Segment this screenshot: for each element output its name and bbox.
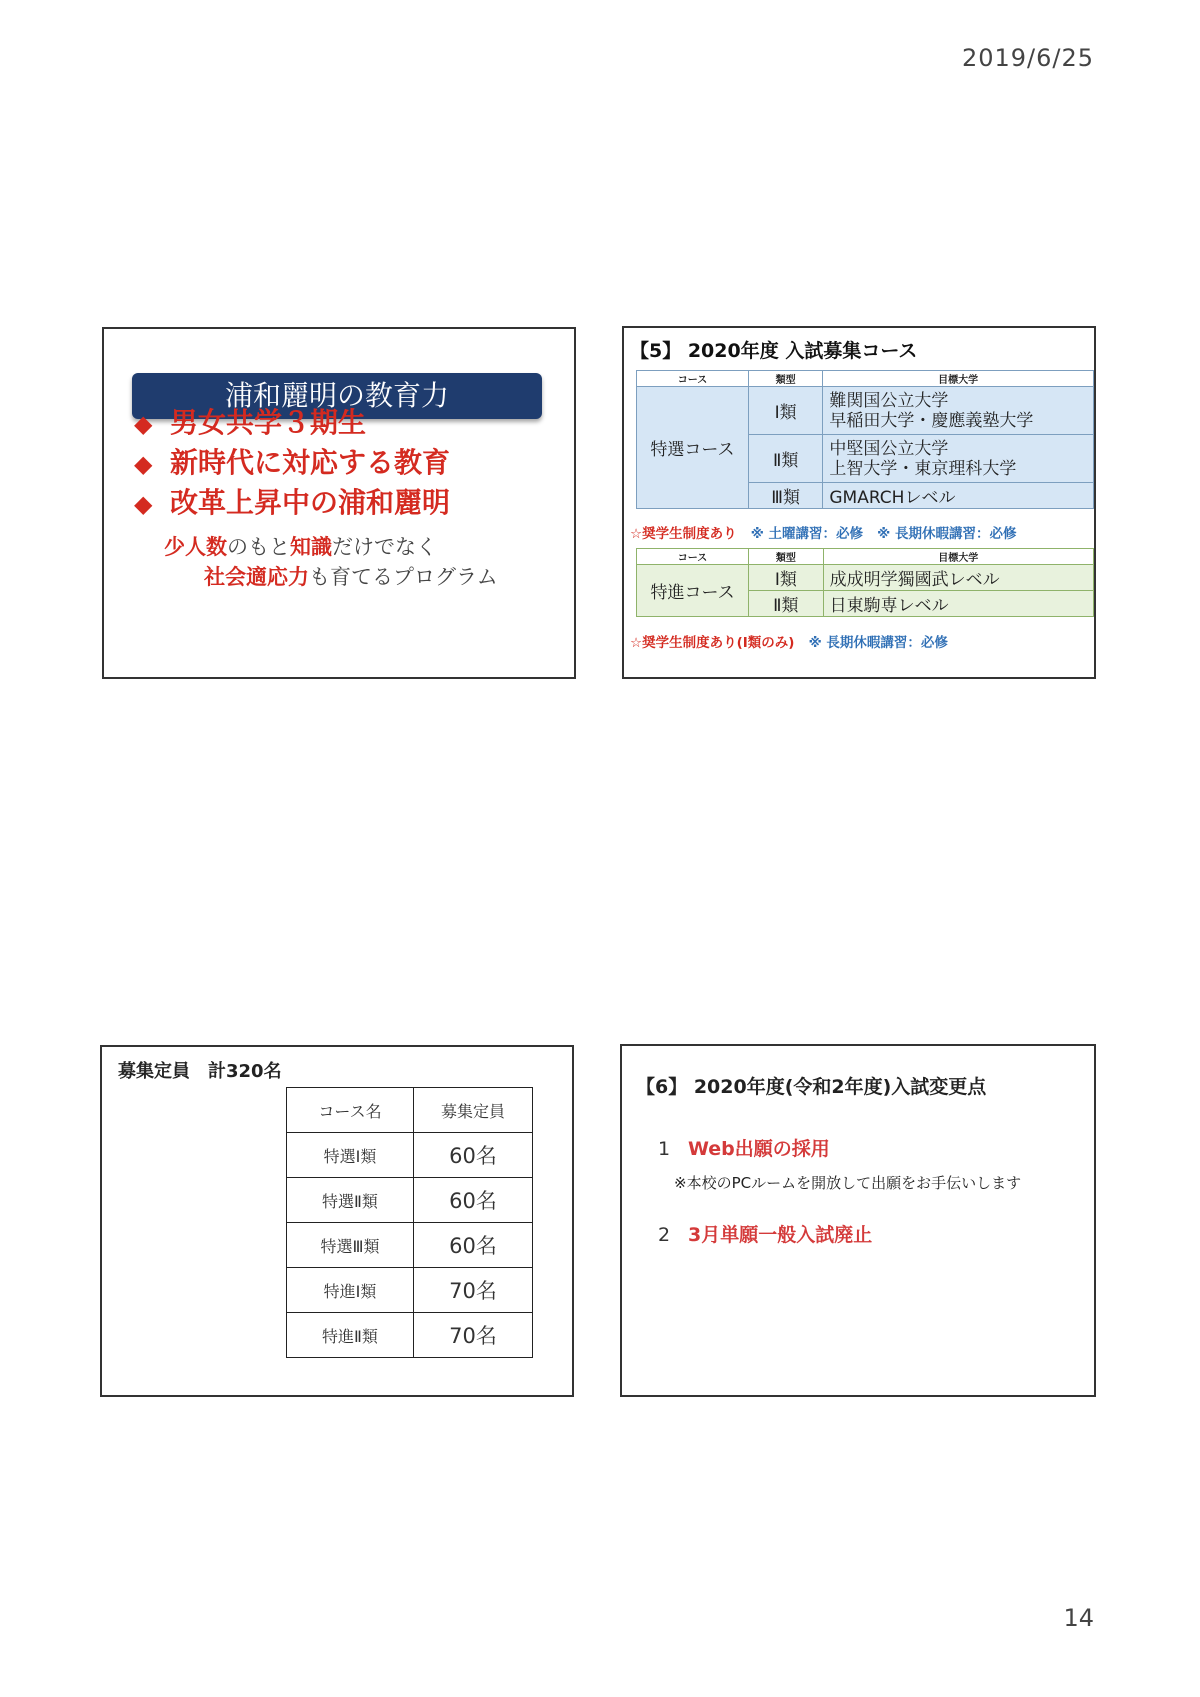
tokushin-note: ☆奨学生制度あり(Ⅰ類のみ) ※ 長期休暇講習：必修 <box>630 635 948 651</box>
course-type: Ⅰ類 <box>748 387 822 435</box>
slide3-title: 募集定員 計320名 <box>118 1061 282 1082</box>
slide1-title: 浦和麗明の教育力 <box>132 373 542 419</box>
course-type: Ⅰ類 <box>749 565 824 591</box>
header-course: コース <box>637 549 749 565</box>
bullet-item: ◆ 男女共学３期生 <box>134 406 367 439</box>
target-university: 難関国公立大学 早稲田大学・慶應義塾大学 <box>823 387 1094 435</box>
print-date: 2019/6/25 <box>961 44 1094 72</box>
course-type: Ⅱ類 <box>749 591 824 617</box>
header-course: コース <box>637 371 749 387</box>
course-type: Ⅱ類 <box>748 435 822 483</box>
slide-education-strength <box>102 327 576 679</box>
header-course-name: コース名 <box>287 1088 414 1133</box>
diamond-icon: ◆ <box>134 490 153 518</box>
capacity-table <box>286 1087 533 1358</box>
slide-enrollment-capacity <box>100 1045 574 1397</box>
header-type: 類型 <box>749 549 824 565</box>
header-capacity: 募集定員 <box>414 1088 533 1133</box>
header-target: 目標大学 <box>823 371 1094 387</box>
course-type: Ⅲ類 <box>748 483 822 509</box>
diamond-icon: ◆ <box>134 410 153 438</box>
target-university: 成成明学獨國武レベル <box>823 565 1093 591</box>
target-university: GMARCHレベル <box>823 483 1094 509</box>
slide2-title: 【5】 2020年度 入試募集コース <box>630 340 918 362</box>
slide4-title: 【6】 2020年度(令和2年度)入試変更点 <box>636 1076 987 1098</box>
change-note: ※本校のPCルームを開放して出願をお手伝いします <box>674 1174 1022 1192</box>
tokusen-course-table <box>636 370 1094 509</box>
table-row: 特選Ⅰ類 60名 <box>287 1133 533 1178</box>
tokusen-note: ☆奨学生制度あり ※ 土曜講習：必修 ※ 長期休暇講習：必修 <box>630 526 1017 542</box>
program-description-line1: 少人数のもと知識だけでなく <box>164 535 437 559</box>
slide-admission-courses <box>622 326 1096 679</box>
diamond-icon: ◆ <box>134 450 153 478</box>
change-item: 2 3月単願一般入試廃止 <box>658 1224 873 1246</box>
header-type: 類型 <box>748 371 822 387</box>
bullet-item: ◆ 新時代に対応する教育 <box>134 446 451 479</box>
table-row: 特選Ⅲ類 60名 <box>287 1223 533 1268</box>
target-university: 中堅国公立大学 上智大学・東京理科大学 <box>823 435 1094 483</box>
change-item: 1 Web出願の採用 <box>658 1138 830 1160</box>
table-row: 特選Ⅱ類 60名 <box>287 1178 533 1223</box>
page-number: 14 <box>1063 1604 1094 1632</box>
tokushin-course-table <box>636 548 1094 617</box>
bullet-item: ◆ 改革上昇中の浦和麗明 <box>134 486 451 519</box>
slide-exam-changes <box>620 1044 1096 1397</box>
course-name: 特進コース <box>637 565 749 617</box>
header-target: 目標大学 <box>823 549 1093 565</box>
target-university: 日東駒専レベル <box>823 591 1093 617</box>
course-name: 特選コース <box>637 387 749 509</box>
program-description-line2: 社会適応力も育てるプログラム <box>204 565 498 589</box>
table-row: 特進Ⅱ類 70名 <box>287 1313 533 1358</box>
table-row: 特進Ⅰ類 70名 <box>287 1268 533 1313</box>
